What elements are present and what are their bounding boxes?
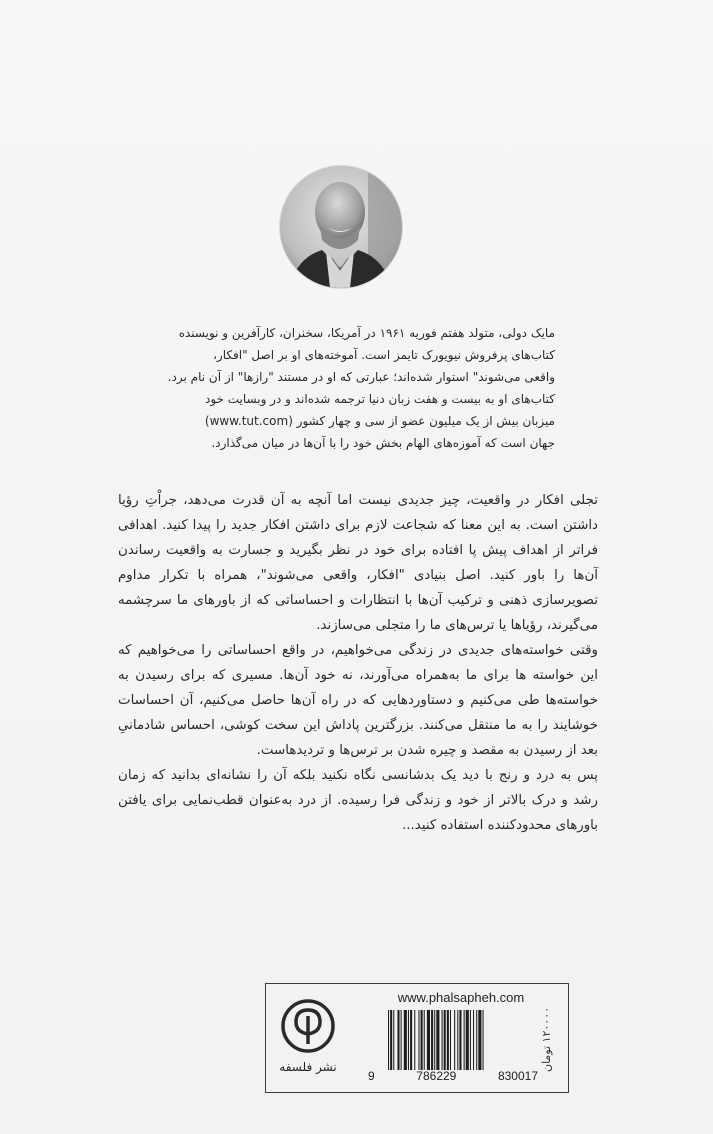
barcode-bar — [431, 1010, 433, 1070]
barcode-bar — [427, 1010, 430, 1070]
barcode-bar — [393, 1010, 394, 1070]
barcode-bar — [473, 1010, 474, 1070]
barcode-bar — [397, 1010, 399, 1070]
author-portrait-image — [280, 166, 402, 288]
isbn-group-1: 786229 — [416, 1069, 457, 1083]
publisher-logo — [280, 998, 336, 1054]
barcode-bar — [424, 1010, 425, 1070]
barcode-bar — [436, 1010, 439, 1070]
barcode-bar — [483, 1010, 484, 1070]
bio-line: واقعی می‌شوند" استوار شده‌اند؛ عبارتی که او در مستند "رازها" از آن نام برد. — [167, 370, 555, 384]
author-photo — [280, 166, 402, 288]
description-paragraph: پس به درد و رنج با دید یک بدشانسی نگاه نکنید بلکه آن را نشانه‌ای بدانید که زمان رشد و درک بالاتر از خود و زندگی فرا رسیده. از درد به‌عنوان قطب‌نمایی برای یافتن باورهای محدودکننده استفاده کنید... — [118, 768, 598, 833]
barcode-bar — [459, 1010, 461, 1070]
barcode-bar — [418, 1010, 419, 1070]
description-paragraph: تجلی افکار در واقعیت، چیز جدیدی نیست اما آنچه به آن قدرت می‌دهد، جراْتِ رؤیا داشتن است. به این معنا که شجاعت لازم برای داشتن افکار جدید را پیدا کنید. اهدافی فراتر از اهداف پیش پا افتاده برای خود در نظر بگیرید و جسارت به واقعیت رساندن آن‌ها را باور کنید. اصل بنیادی "افکار، واقعی می‌شوند"، همراه با تکرار مداوم تصویرسازی ذهنی و ترکیب آن‌ها با انتظارات و احساساتی که از باورهای ما سرچشمه می‌گیرند، رؤیاها یا ترس‌های ما را متجلی می‌سازند. — [118, 493, 598, 633]
barcode-bar — [401, 1010, 402, 1070]
barcode-bar — [408, 1010, 409, 1070]
barcode-bar — [447, 1010, 449, 1070]
barcode-bar — [466, 1010, 469, 1070]
bio-line: میزبان بیش از یک میلیون عضو از سی و چهار کشور (www.tut.com) — [204, 414, 555, 428]
bio-line: کتاب‌های او به بیست و هفت زبان دنیا ترجمه شده‌اند و در وبسایت خود — [204, 392, 555, 406]
barcode-bar — [388, 1010, 389, 1070]
price-label: ۱۲۰۰۰۰ تومان — [540, 1006, 553, 1072]
barcode-bar — [476, 1010, 477, 1070]
barcode-bar — [464, 1010, 465, 1070]
barcode-bar — [421, 1010, 423, 1070]
isbn-number — [368, 1069, 538, 1083]
barcode-bar — [390, 1010, 392, 1070]
author-bio — [160, 322, 555, 454]
barcode-bar — [457, 1010, 458, 1070]
bio-line: جهان است که آموزه‌های الهام بخش خود را با آن‌ها در میان می‌گذارد. — [211, 436, 555, 450]
book-description — [118, 488, 598, 838]
barcode-bar — [450, 1010, 451, 1070]
publisher-website: www.phalsapheh.com — [397, 990, 525, 1005]
barcode-bar — [404, 1010, 407, 1070]
barcode-bar — [454, 1010, 455, 1070]
isbn-prefix: 9 — [368, 1069, 375, 1083]
barcode-bar — [470, 1010, 471, 1070]
publisher-logo-icon — [280, 998, 336, 1054]
barcode-icon — [386, 1010, 530, 1070]
barcode-bar — [410, 1010, 412, 1070]
description-paragraph: وقتی خواسته‌های جدیدی در زندگی می‌خواهیم، در واقع احساساتی را می‌خواهیم که این خواسته ها برای ما به‌همراه می‌آورند، نه خود آن‌ها. مسیری که برای رسیدن به خواسته‌ها طی می‌کنیم و دستاوردهایی که در راه آن‌ها حاصل می‌کنیم، آن احساسات خوشایند را به ما منتقل می‌کنند. بزرگترین پاداش این سخت کوشی، احساس شادمانیِ بعد از رسیدن به مقصد و چیره شدن بر ترس‌ها و تردیدهاست. — [118, 643, 598, 758]
barcode-bar — [414, 1010, 415, 1070]
barcode-bar — [478, 1010, 481, 1070]
barcode-bar — [444, 1010, 446, 1070]
bio-line: کتاب‌های پرفروش نیویورک تایمز است. آموخته‌های او بر اصل "افکار، — [213, 348, 555, 362]
barcode-bar — [442, 1010, 443, 1070]
bio-line: مایک دولی، متولد هفتم فوریه ۱۹۶۱ در آمریکا، سخنران، کارآفرین و نویسنده — [178, 326, 555, 340]
barcode-bar — [434, 1010, 435, 1070]
isbn-barcode — [386, 1010, 530, 1070]
publisher-name: نشر فلسفه — [279, 1060, 337, 1074]
isbn-group-2: 830017 — [497, 1069, 538, 1083]
